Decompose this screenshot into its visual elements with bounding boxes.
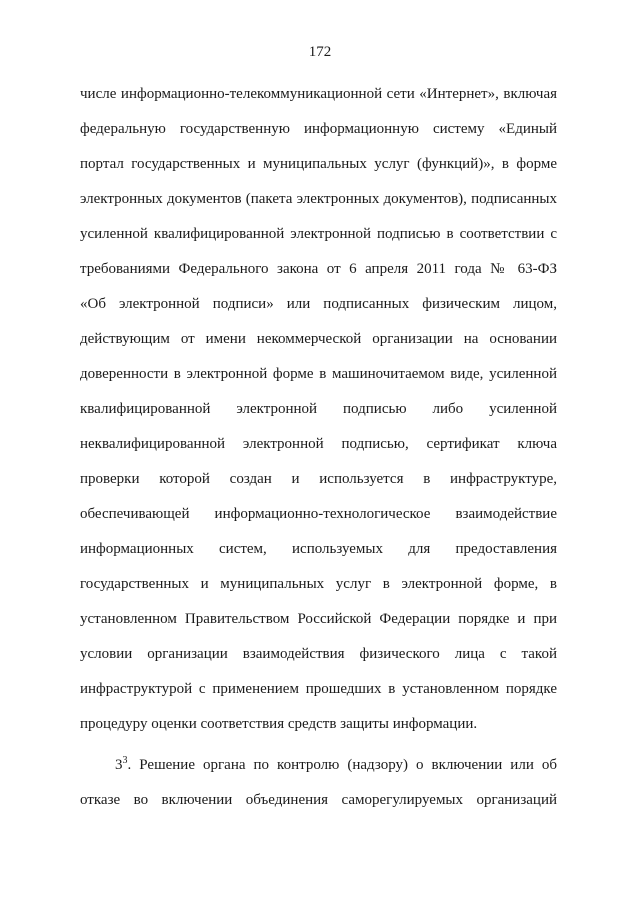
text-line: электронных документов (пакета электронных документов), подписанных <box>80 191 557 207</box>
text-line: «Об электронной подписи» или подписанных физическим лицом, <box>80 296 557 312</box>
text-line: отказе во включении объединения саморегулируемых организаций <box>80 792 557 808</box>
text-line: усиленной квалифицированной электронной подписью в соответствии с <box>80 226 557 242</box>
text-line: федеральную государственную информационную систему «Единый <box>80 121 557 137</box>
text-line: неквалифицированной электронной подписью, сертификат ключа <box>80 436 557 452</box>
text-line: процедуру оценки соответствия средств защиты информации. <box>80 716 478 732</box>
text-line: доверенности в электронной форме в машиночитаемом виде, усиленной <box>80 366 557 382</box>
page-number: 172 <box>308 44 332 60</box>
paragraph-number: 3 <box>115 757 123 773</box>
text-line: проверки которой создан и используется в инфраструктуре, <box>80 471 557 487</box>
paragraph-first-line <box>115 755 557 775</box>
text-line: установленном Правительством Российской Федерации порядке и при <box>80 611 557 627</box>
text-line: квалифицированной электронной подписью либо усиленной <box>80 401 557 417</box>
text-line: условии организации взаимодействия физического лица с такой <box>80 646 557 662</box>
text-line: портал государственных и муниципальных услуг (функций)», в форме <box>80 156 557 172</box>
text-line: информационных систем, используемых для предоставления <box>80 541 557 557</box>
text-line: инфраструктурой с применением прошедших в установленном порядке <box>80 681 557 697</box>
text-line: требованиями Федерального закона от 6 апреля 2011 года № 63-ФЗ <box>80 261 557 277</box>
text-line: числе информационно-телекоммуникационной сети «Интернет», включая <box>80 86 557 102</box>
text-line: государственных и муниципальных услуг в электронной форме, в <box>80 576 557 592</box>
text-line: действующим от имени некоммерческой организации на основании <box>80 331 557 347</box>
text-line: обеспечивающей информационно-технологическое взаимодействие <box>80 506 557 522</box>
paragraph-first-line-text: . Решение органа по контролю (надзору) о включении или об <box>127 757 557 773</box>
paragraph-number-superscript: 3 <box>122 755 128 766</box>
